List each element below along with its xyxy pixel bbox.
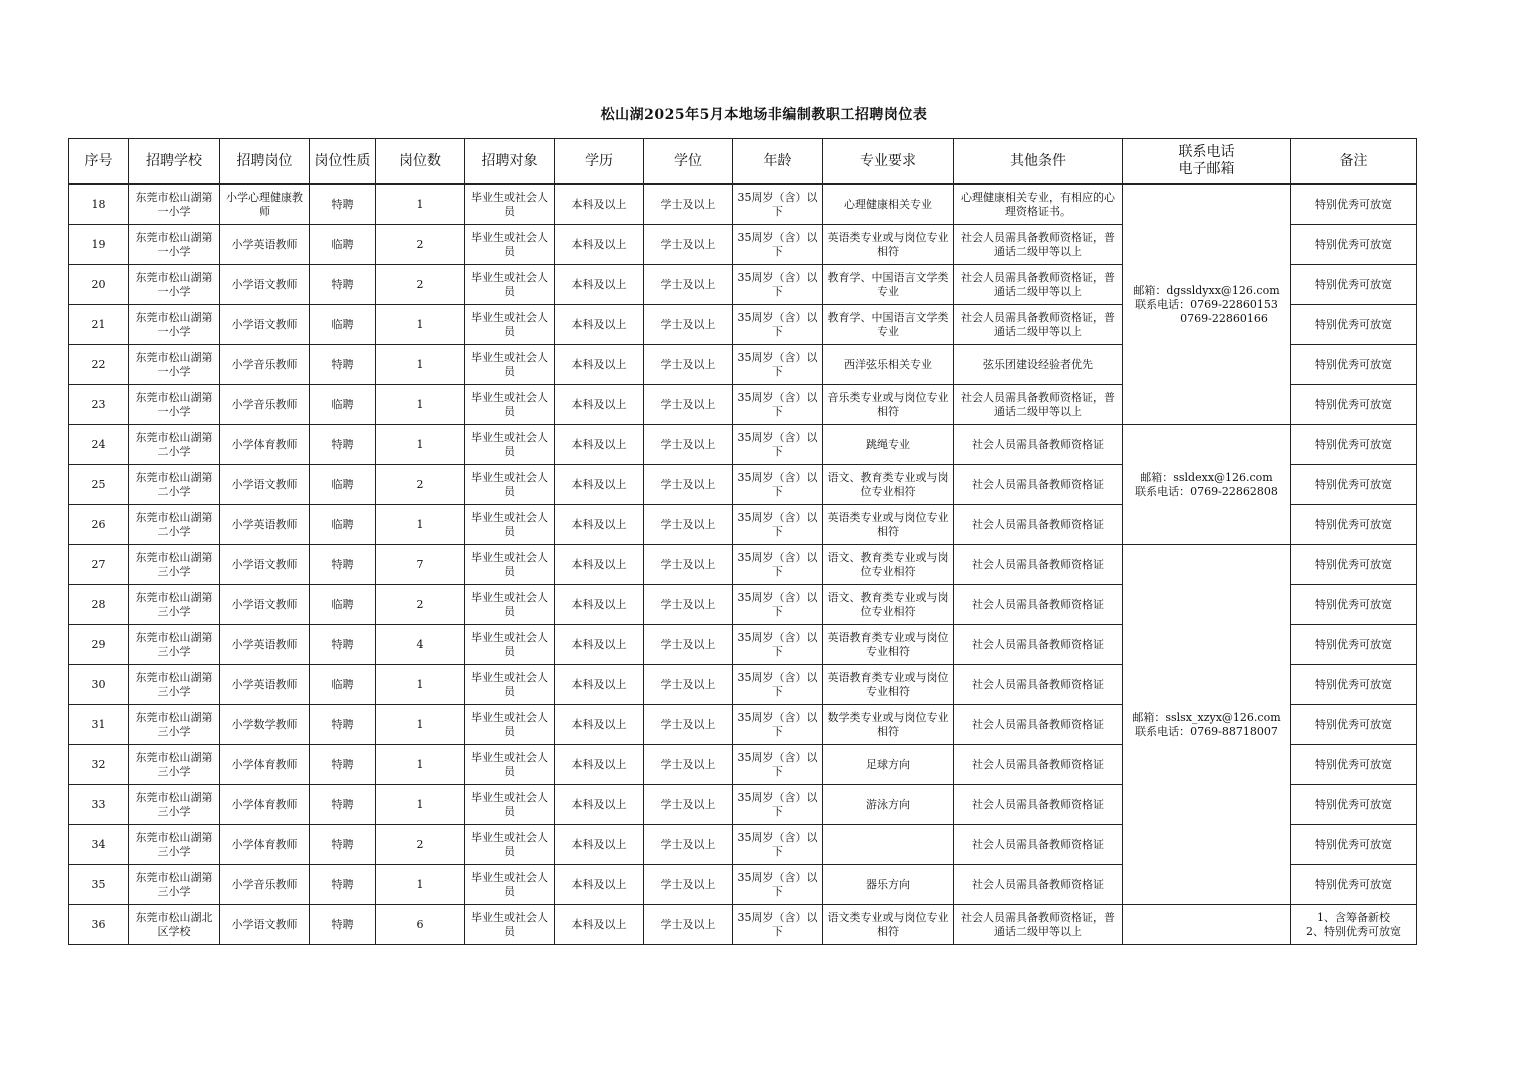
cell-nature: 特聘	[310, 265, 376, 305]
cell-remark: 特别优秀可放宽	[1291, 705, 1417, 745]
cell-seq: 31	[69, 705, 129, 745]
cell-age: 35周岁（含）以下	[733, 425, 823, 465]
cell-post: 小学英语教师	[220, 225, 310, 265]
cell-nature: 特聘	[310, 184, 376, 225]
cell-target: 毕业生或社会人员	[465, 825, 555, 865]
cell-degree: 学士及以上	[644, 705, 733, 745]
cell-degree: 学士及以上	[644, 385, 733, 425]
cell-age: 35周岁（含）以下	[733, 825, 823, 865]
cell-count: 4	[376, 625, 465, 665]
cell-nature: 特聘	[310, 545, 376, 585]
cell-contact: 邮箱：dgssldyxx@126.com 联系电话：0769-22860153 0769-22860166	[1123, 184, 1291, 425]
cell-seq: 21	[69, 305, 129, 345]
cell-count: 1	[376, 745, 465, 785]
cell-target: 毕业生或社会人员	[465, 465, 555, 505]
cell-major: 心理健康相关专业	[823, 184, 954, 225]
cell-nature: 临聘	[310, 225, 376, 265]
cell-school: 东莞市松山湖第三小学	[129, 625, 220, 665]
header-post: 招聘岗位	[220, 139, 310, 185]
cell-degree: 学士及以上	[644, 425, 733, 465]
cell-post: 小学体育教师	[220, 745, 310, 785]
cell-age: 35周岁（含）以下	[733, 745, 823, 785]
cell-nature: 特聘	[310, 705, 376, 745]
cell-education: 本科及以上	[555, 425, 644, 465]
cell-nature: 特聘	[310, 865, 376, 905]
cell-education: 本科及以上	[555, 345, 644, 385]
cell-remark: 特别优秀可放宽	[1291, 225, 1417, 265]
cell-count: 2	[376, 825, 465, 865]
cell-school: 东莞市松山湖第三小学	[129, 545, 220, 585]
cell-school: 东莞市松山湖第三小学	[129, 785, 220, 825]
table-row	[69, 905, 1417, 945]
cell-school: 东莞市松山湖第二小学	[129, 465, 220, 505]
cell-seq: 23	[69, 385, 129, 425]
cell-school: 东莞市松山湖第一小学	[129, 385, 220, 425]
cell-degree: 学士及以上	[644, 505, 733, 545]
cell-age: 35周岁（含）以下	[733, 625, 823, 665]
cell-seq: 26	[69, 505, 129, 545]
cell-count: 1	[376, 305, 465, 345]
cell-other: 社会人员需具备教师资格证	[954, 865, 1123, 905]
cell-count: 1	[376, 785, 465, 825]
table-header-row	[69, 139, 1417, 185]
cell-other: 社会人员需具备教师资格证	[954, 785, 1123, 825]
cell-post: 小学英语教师	[220, 665, 310, 705]
cell-target: 毕业生或社会人员	[465, 585, 555, 625]
cell-target: 毕业生或社会人员	[465, 545, 555, 585]
cell-remark: 特别优秀可放宽	[1291, 425, 1417, 465]
cell-remark: 特别优秀可放宽	[1291, 665, 1417, 705]
cell-age: 35周岁（含）以下	[733, 385, 823, 425]
cell-other: 社会人员需具备教师资格证，普通话二级甲等以上	[954, 905, 1123, 945]
cell-education: 本科及以上	[555, 705, 644, 745]
cell-education: 本科及以上	[555, 184, 644, 225]
cell-seq: 34	[69, 825, 129, 865]
cell-seq: 33	[69, 785, 129, 825]
cell-count: 2	[376, 225, 465, 265]
cell-target: 毕业生或社会人员	[465, 745, 555, 785]
cell-seq: 25	[69, 465, 129, 505]
cell-school: 东莞市松山湖第三小学	[129, 705, 220, 745]
cell-target: 毕业生或社会人员	[465, 665, 555, 705]
cell-age: 35周岁（含）以下	[733, 585, 823, 625]
cell-school: 东莞市松山湖第二小学	[129, 505, 220, 545]
cell-age: 35周岁（含）以下	[733, 225, 823, 265]
cell-other: 社会人员需具备教师资格证	[954, 545, 1123, 585]
cell-major: 语文类专业或与岗位专业相符	[823, 905, 954, 945]
cell-target: 毕业生或社会人员	[465, 785, 555, 825]
cell-age: 35周岁（含）以下	[733, 665, 823, 705]
cell-school: 东莞市松山湖北区学校	[129, 905, 220, 945]
cell-major: 英语教育类专业或与岗位专业相符	[823, 665, 954, 705]
cell-contact	[1123, 905, 1291, 945]
cell-seq: 20	[69, 265, 129, 305]
header-other: 其他条件	[954, 139, 1123, 185]
cell-post: 小学体育教师	[220, 825, 310, 865]
cell-nature: 临聘	[310, 465, 376, 505]
table-body	[69, 184, 1417, 945]
header-education: 学历	[555, 139, 644, 185]
cell-count: 1	[376, 705, 465, 745]
cell-nature: 特聘	[310, 745, 376, 785]
cell-post: 小学心理健康教师	[220, 184, 310, 225]
cell-target: 毕业生或社会人员	[465, 184, 555, 225]
cell-age: 35周岁（含）以下	[733, 865, 823, 905]
cell-degree: 学士及以上	[644, 905, 733, 945]
cell-degree: 学士及以上	[644, 625, 733, 665]
cell-education: 本科及以上	[555, 385, 644, 425]
header-contact-email: 电子邮箱	[1178, 161, 1235, 177]
cell-count: 1	[376, 385, 465, 425]
cell-degree: 学士及以上	[644, 825, 733, 865]
cell-other: 弦乐团建设经验者优先	[954, 345, 1123, 385]
cell-remark: 特别优秀可放宽	[1291, 265, 1417, 305]
cell-education: 本科及以上	[555, 905, 644, 945]
cell-remark: 特别优秀可放宽	[1291, 385, 1417, 425]
cell-remark: 特别优秀可放宽	[1291, 745, 1417, 785]
cell-major: 英语类专业或与岗位专业相符	[823, 505, 954, 545]
cell-school: 东莞市松山湖第一小学	[129, 225, 220, 265]
cell-target: 毕业生或社会人员	[465, 385, 555, 425]
cell-target: 毕业生或社会人员	[465, 425, 555, 465]
cell-target: 毕业生或社会人员	[465, 625, 555, 665]
cell-age: 35周岁（含）以下	[733, 265, 823, 305]
cell-contact: 邮箱：ssldexx@126.com 联系电话：0769-22862808	[1123, 425, 1291, 545]
cell-major: 器乐方向	[823, 865, 954, 905]
cell-degree: 学士及以上	[644, 585, 733, 625]
cell-major: 数学类专业或与岗位专业相符	[823, 705, 954, 745]
cell-nature: 临聘	[310, 665, 376, 705]
cell-target: 毕业生或社会人员	[465, 225, 555, 265]
cell-remark: 特别优秀可放宽	[1291, 305, 1417, 345]
cell-seq: 28	[69, 585, 129, 625]
cell-seq: 19	[69, 225, 129, 265]
cell-other: 社会人员需具备教师资格证，普通话二级甲等以上	[954, 305, 1123, 345]
cell-nature: 特聘	[310, 825, 376, 865]
header-degree: 学位	[644, 139, 733, 185]
cell-nature: 特聘	[310, 425, 376, 465]
table-row	[69, 545, 1417, 585]
cell-school: 东莞市松山湖第三小学	[129, 585, 220, 625]
cell-count: 2	[376, 465, 465, 505]
cell-remark: 特别优秀可放宽	[1291, 785, 1417, 825]
cell-education: 本科及以上	[555, 865, 644, 905]
cell-age: 35周岁（含）以下	[733, 705, 823, 745]
cell-education: 本科及以上	[555, 265, 644, 305]
cell-major: 语文、教育类专业或与岗位专业相符	[823, 465, 954, 505]
cell-count: 6	[376, 905, 465, 945]
cell-count: 1	[376, 425, 465, 465]
cell-remark: 特别优秀可放宽	[1291, 465, 1417, 505]
cell-major: 音乐类专业或与岗位专业相符	[823, 385, 954, 425]
cell-nature: 特聘	[310, 785, 376, 825]
cell-count: 1	[376, 184, 465, 225]
cell-target: 毕业生或社会人员	[465, 505, 555, 545]
cell-degree: 学士及以上	[644, 865, 733, 905]
cell-major: 教育学、中国语言文学类专业	[823, 305, 954, 345]
cell-age: 35周岁（含）以下	[733, 505, 823, 545]
cell-other: 社会人员需具备教师资格证	[954, 745, 1123, 785]
cell-count: 7	[376, 545, 465, 585]
cell-school: 东莞市松山湖第二小学	[129, 425, 220, 465]
cell-major: 英语类专业或与岗位专业相符	[823, 225, 954, 265]
cell-education: 本科及以上	[555, 585, 644, 625]
cell-seq: 27	[69, 545, 129, 585]
cell-nature: 临聘	[310, 505, 376, 545]
cell-post: 小学语文教师	[220, 265, 310, 305]
cell-education: 本科及以上	[555, 465, 644, 505]
cell-degree: 学士及以上	[644, 305, 733, 345]
cell-target: 毕业生或社会人员	[465, 905, 555, 945]
cell-nature: 临聘	[310, 385, 376, 425]
header-age: 年龄	[733, 139, 823, 185]
cell-count: 2	[376, 265, 465, 305]
cell-other: 社会人员需具备教师资格证	[954, 585, 1123, 625]
cell-post: 小学数学教师	[220, 705, 310, 745]
cell-seq: 35	[69, 865, 129, 905]
cell-nature: 临聘	[310, 585, 376, 625]
cell-nature: 特聘	[310, 625, 376, 665]
header-count: 岗位数	[376, 139, 465, 185]
cell-post: 小学语文教师	[220, 465, 310, 505]
cell-age: 35周岁（含）以下	[733, 345, 823, 385]
cell-age: 35周岁（含）以下	[733, 905, 823, 945]
cell-major: 教育学、中国语言文学类专业	[823, 265, 954, 305]
recruitment-table	[68, 138, 1417, 945]
cell-target: 毕业生或社会人员	[465, 865, 555, 905]
cell-post: 小学语文教师	[220, 905, 310, 945]
cell-count: 2	[376, 585, 465, 625]
cell-major	[823, 825, 954, 865]
cell-other: 社会人员需具备教师资格证	[954, 425, 1123, 465]
cell-age: 35周岁（含）以下	[733, 184, 823, 225]
cell-degree: 学士及以上	[644, 545, 733, 585]
cell-nature: 特聘	[310, 345, 376, 385]
cell-degree: 学士及以上	[644, 184, 733, 225]
cell-other: 社会人员需具备教师资格证，普通话二级甲等以上	[954, 225, 1123, 265]
cell-other: 社会人员需具备教师资格证	[954, 705, 1123, 745]
cell-age: 35周岁（含）以下	[733, 545, 823, 585]
cell-major: 游泳方向	[823, 785, 954, 825]
cell-education: 本科及以上	[555, 785, 644, 825]
cell-other: 心理健康相关专业，有相应的心理资格证书。	[954, 184, 1123, 225]
cell-post: 小学音乐教师	[220, 865, 310, 905]
cell-remark: 特别优秀可放宽	[1291, 585, 1417, 625]
cell-degree: 学士及以上	[644, 665, 733, 705]
cell-age: 35周岁（含）以下	[733, 785, 823, 825]
header-school: 招聘学校	[129, 139, 220, 185]
cell-major: 语文、教育类专业或与岗位专业相符	[823, 545, 954, 585]
cell-nature: 临聘	[310, 305, 376, 345]
cell-post: 小学英语教师	[220, 505, 310, 545]
cell-post: 小学体育教师	[220, 785, 310, 825]
cell-other: 社会人员需具备教师资格证	[954, 505, 1123, 545]
cell-post: 小学英语教师	[220, 625, 310, 665]
cell-remark: 特别优秀可放宽	[1291, 345, 1417, 385]
cell-remark: 特别优秀可放宽	[1291, 625, 1417, 665]
cell-education: 本科及以上	[555, 745, 644, 785]
cell-post: 小学语文教师	[220, 305, 310, 345]
cell-age: 35周岁（含）以下	[733, 465, 823, 505]
cell-education: 本科及以上	[555, 825, 644, 865]
cell-post: 小学音乐教师	[220, 385, 310, 425]
cell-major: 语文、教育类专业或与岗位专业相符	[823, 585, 954, 625]
cell-school: 东莞市松山湖第一小学	[129, 184, 220, 225]
page-title: 松山湖2025年5月本地场非编制教职工招聘岗位表	[600, 107, 928, 123]
header-contact	[1123, 139, 1291, 185]
cell-remark: 特别优秀可放宽	[1291, 505, 1417, 545]
cell-school: 东莞市松山湖第一小学	[129, 265, 220, 305]
cell-seq: 32	[69, 745, 129, 785]
cell-age: 35周岁（含）以下	[733, 305, 823, 345]
cell-post: 小学音乐教师	[220, 345, 310, 385]
header-remark: 备注	[1291, 139, 1417, 185]
header-major: 专业要求	[823, 139, 954, 185]
cell-post: 小学体育教师	[220, 425, 310, 465]
cell-remark: 特别优秀可放宽	[1291, 545, 1417, 585]
cell-education: 本科及以上	[555, 625, 644, 665]
cell-count: 1	[376, 345, 465, 385]
cell-remark: 特别优秀可放宽	[1291, 184, 1417, 225]
cell-count: 1	[376, 865, 465, 905]
cell-target: 毕业生或社会人员	[465, 345, 555, 385]
cell-post: 小学语文教师	[220, 545, 310, 585]
table-row	[69, 425, 1417, 465]
cell-degree: 学士及以上	[644, 345, 733, 385]
cell-degree: 学士及以上	[644, 785, 733, 825]
header-nature: 岗位性质	[310, 139, 376, 185]
cell-school: 东莞市松山湖第三小学	[129, 825, 220, 865]
cell-other: 社会人员需具备教师资格证	[954, 465, 1123, 505]
cell-remark: 特别优秀可放宽	[1291, 825, 1417, 865]
header-target: 招聘对象	[465, 139, 555, 185]
cell-education: 本科及以上	[555, 225, 644, 265]
cell-education: 本科及以上	[555, 505, 644, 545]
cell-degree: 学士及以上	[644, 465, 733, 505]
cell-target: 毕业生或社会人员	[465, 305, 555, 345]
cell-target: 毕业生或社会人员	[465, 265, 555, 305]
cell-school: 东莞市松山湖第三小学	[129, 745, 220, 785]
header-contact-phone: 联系电话	[1178, 144, 1235, 160]
cell-post: 小学语文教师	[220, 585, 310, 625]
cell-education: 本科及以上	[555, 545, 644, 585]
cell-degree: 学士及以上	[644, 225, 733, 265]
cell-other: 社会人员需具备教师资格证，普通话二级甲等以上	[954, 265, 1123, 305]
cell-seq: 30	[69, 665, 129, 705]
cell-education: 本科及以上	[555, 665, 644, 705]
cell-school: 东莞市松山湖第三小学	[129, 865, 220, 905]
cell-education: 本科及以上	[555, 305, 644, 345]
cell-major: 足球方向	[823, 745, 954, 785]
cell-school: 东莞市松山湖第一小学	[129, 305, 220, 345]
cell-other: 社会人员需具备教师资格证	[954, 625, 1123, 665]
cell-count: 1	[376, 505, 465, 545]
cell-remark: 特别优秀可放宽	[1291, 865, 1417, 905]
cell-target: 毕业生或社会人员	[465, 705, 555, 745]
cell-remark: 1、含筹备新校 2、特别优秀可放宽	[1291, 905, 1417, 945]
cell-degree: 学士及以上	[644, 265, 733, 305]
cell-nature: 特聘	[310, 905, 376, 945]
cell-seq: 36	[69, 905, 129, 945]
cell-other: 社会人员需具备教师资格证	[954, 825, 1123, 865]
cell-major: 英语教育类专业或与岗位专业相符	[823, 625, 954, 665]
cell-other: 社会人员需具备教师资格证	[954, 665, 1123, 705]
cell-school: 东莞市松山湖第一小学	[129, 345, 220, 385]
cell-other: 社会人员需具备教师资格证，普通话二级甲等以上	[954, 385, 1123, 425]
cell-contact: 邮箱：sslsx_xzyx@126.com 联系电话：0769-88718007	[1123, 545, 1291, 905]
cell-degree: 学士及以上	[644, 745, 733, 785]
cell-seq: 29	[69, 625, 129, 665]
cell-seq: 22	[69, 345, 129, 385]
cell-major: 跳绳专业	[823, 425, 954, 465]
cell-seq: 24	[69, 425, 129, 465]
cell-major: 西洋弦乐相关专业	[823, 345, 954, 385]
cell-seq: 18	[69, 184, 129, 225]
cell-school: 东莞市松山湖第三小学	[129, 665, 220, 705]
table-row	[69, 184, 1417, 225]
cell-count: 1	[376, 665, 465, 705]
header-seq: 序号	[69, 139, 129, 185]
